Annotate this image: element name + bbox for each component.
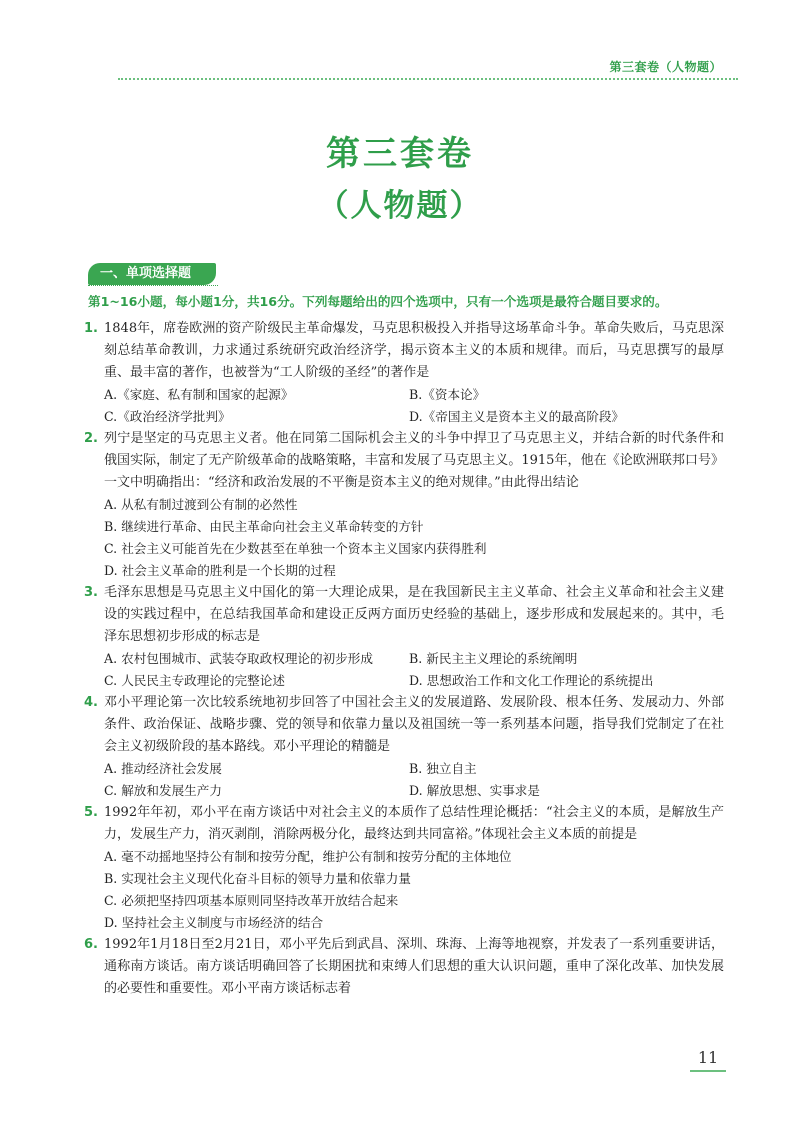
option-b: B. 新民主主义理论的系统阐明 (409, 651, 578, 666)
question-text: 1992年1月18日至2月21日，邓小平先后到武昌、深圳、珠海、上海等地视察，并发表了一系列重要讲话，通称南方谈话。南方谈话明确回答了长期困扰和束缚人们思想的重大认识问题，重申了深化改革、加快发展的必要性和重要性。邓小平南方谈话标志着 (104, 937, 724, 996)
option-d: D. 解放思想、实事求是 (409, 783, 540, 798)
question-number: 1. (84, 321, 98, 336)
question-text: 1992年年初，邓小平在南方谈话中对社会主义的本质作了总结性理论概括：“社会主义的本质，是解放生产力，发展生产力，消灭剥削，消除两极分化，最终达到共同富裕。”体现社会主义本质的前提是 (104, 805, 724, 842)
question-text: 毛泽东思想是马克思主义中国化的第一大理论成果，是在我国新民主主义革命、社会主义革命和社会主义建设的实践过程中，在总结我国革命和建设正反两方面历史经验的基础上，逐步形成和发展起来的。其中，毛泽东思想初步形成的标志是 (104, 585, 724, 644)
section-underline (88, 285, 218, 286)
option-c: C. 解放和发展生产力 (104, 783, 222, 798)
section-instructions: 第1~16小题，每小题1分，共16分。下列每题给出的四个选项中，只有一个选项是最符合题目要求的。 (88, 294, 668, 309)
question-2 (84, 428, 724, 582)
section-label: 一、单项选择题 (88, 263, 216, 285)
option-d: D.《帝国主义是资本主义的最高阶段》 (409, 409, 625, 424)
question-1 (84, 318, 724, 428)
option-a: A. 推动经济社会发展 (104, 761, 222, 776)
page-number: 11 (697, 1048, 719, 1067)
option-a: A. 农村包围城市、武装夺取政权理论的初步形成 (104, 651, 373, 666)
option-c: C.《政治经济学批判》 (104, 409, 231, 424)
option-c: C. 社会主义可能首先在少数甚至在单独一个资本主义国家内获得胜利 (104, 541, 487, 556)
question-6 (84, 934, 724, 1000)
question-5 (84, 802, 724, 934)
question-number: 4. (84, 695, 98, 710)
option-c: C. 必须把坚持四项基本原则同坚持改革开放结合起来 (104, 893, 399, 908)
option-a: A.《家庭、私有制和国家的起源》 (104, 387, 294, 402)
option-c: C. 人民民主专政理论的完整论述 (104, 673, 285, 688)
option-b: B.《资本论》 (409, 387, 486, 402)
option-b: B. 继续进行革命、由民主革命向社会主义革命转变的方针 (104, 519, 424, 534)
question-number: 5. (84, 805, 98, 820)
page-title: 第三套卷 (326, 134, 474, 174)
option-b: B. 实现社会主义现代化奋斗目标的领导力量和依靠力量 (104, 871, 411, 886)
option-d: D. 思想政治工作和文化工作理论的系统提出 (409, 673, 654, 688)
question-4 (84, 692, 724, 802)
question-number: 2. (84, 431, 98, 446)
question-number: 6. (84, 937, 98, 952)
question-text: 1848年，席卷欧洲的资产阶级民主革命爆发，马克思积极投入并指导这场革命斗争。革命失败后，马克思深刻总结革命教训，力求通过系统研究政治经济学，揭示资本主义的本质和规律。而后，马克思撰写的最厚重、最丰富的著作，也被誉为“工人阶级的圣经”的著作是 (104, 321, 724, 380)
running-header: 第三套卷（人物题） (609, 60, 722, 74)
question-3 (84, 582, 724, 692)
question-list (84, 318, 724, 1000)
option-b: B. 独立自主 (409, 761, 477, 776)
question-text: 列宁是坚定的马克思主义者。他在同第二国际机会主义的斗争中捍卫了马克思主义，并结合新的时代条件和俄国实际，制定了无产阶级革命的战略策略，丰富和发展了马克思主义。1915年，他在《论欧洲联邦口号》一文中明确指出：“经济和政治发展的不平衡是资本主义的绝对规律。”由此得出结论 (104, 431, 724, 490)
header-divider (118, 78, 738, 80)
option-d: D. 社会主义革命的胜利是一个长期的过程 (104, 563, 336, 578)
page-number-underline (690, 1070, 726, 1072)
question-text: 邓小平理论第一次比较系统地初步回答了中国社会主义的发展道路、发展阶段、根本任务、发展动力、外部条件、政治保证、战略步骤、党的领导和依靠力量以及祖国统一等一系列基本问题，指导我们党制定了在社会主义初级阶段的基本路线。邓小平理论的精髓是 (104, 695, 724, 754)
option-d: D. 坚持社会主义制度与市场经济的结合 (104, 915, 324, 930)
page-subtitle: （人物题） (317, 188, 483, 224)
option-a: A. 从私有制过渡到公有制的必然性 (104, 497, 298, 512)
option-a: A. 毫不动摇地坚持公有制和按劳分配，维护公有制和按劳分配的主体地位 (104, 849, 512, 864)
question-number: 3. (84, 585, 98, 600)
